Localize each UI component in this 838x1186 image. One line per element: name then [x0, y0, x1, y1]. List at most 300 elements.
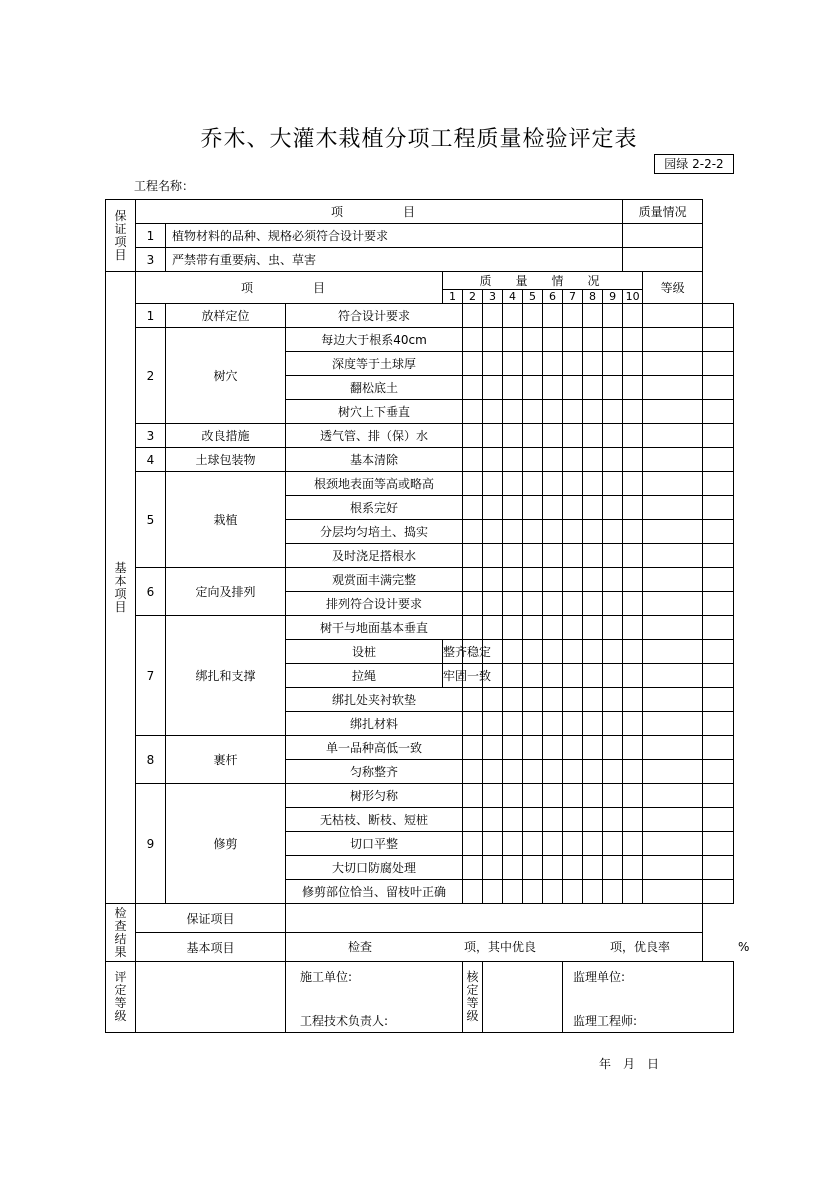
- quality-cell[interactable]: [463, 760, 483, 784]
- quality-cell[interactable]: [603, 520, 623, 544]
- quality-cell[interactable]: [623, 472, 643, 496]
- quality-cell[interactable]: [583, 664, 603, 688]
- quality-cell[interactable]: [463, 472, 483, 496]
- quality-cell[interactable]: [623, 712, 643, 736]
- quality-cell[interactable]: [643, 568, 703, 592]
- quality-cell[interactable]: [583, 424, 603, 448]
- quality-cell[interactable]: [563, 568, 583, 592]
- grade-cell[interactable]: [703, 784, 734, 808]
- quality-cell[interactable]: [503, 544, 523, 568]
- quality-cell[interactable]: [563, 712, 583, 736]
- quality-cell[interactable]: [563, 760, 583, 784]
- quality-cell[interactable]: [623, 688, 643, 712]
- quality-cell[interactable]: [543, 880, 563, 904]
- quality-cell[interactable]: [643, 640, 703, 664]
- quality-cell[interactable]: [523, 544, 543, 568]
- quality-cell[interactable]: [623, 328, 643, 352]
- quality-cell[interactable]: [603, 856, 623, 880]
- quality-cell[interactable]: [483, 880, 503, 904]
- quality-cell[interactable]: [603, 832, 623, 856]
- quality-cell[interactable]: [643, 544, 703, 568]
- quality-cell[interactable]: [483, 856, 503, 880]
- quality-cell[interactable]: [523, 592, 543, 616]
- grade-cell[interactable]: [703, 688, 734, 712]
- quality-cell[interactable]: [463, 328, 483, 352]
- quality-cell[interactable]: [503, 712, 523, 736]
- quality-cell[interactable]: [643, 760, 703, 784]
- quality-cell[interactable]: [503, 688, 523, 712]
- quality-cell[interactable]: [583, 592, 603, 616]
- quality-cell[interactable]: [523, 424, 543, 448]
- quality-cell[interactable]: [483, 352, 503, 376]
- quality-cell[interactable]: [563, 424, 583, 448]
- grade-cell[interactable]: [703, 304, 734, 328]
- quality-cell[interactable]: [463, 496, 483, 520]
- quality-cell[interactable]: [503, 400, 523, 424]
- quality-cell[interactable]: [523, 568, 543, 592]
- quality-cell[interactable]: [563, 664, 583, 688]
- quality-cell[interactable]: [643, 784, 703, 808]
- quality-cell[interactable]: [483, 592, 503, 616]
- quality-cell[interactable]: [583, 448, 603, 472]
- quality-cell[interactable]: [503, 784, 523, 808]
- quality-cell[interactable]: [583, 856, 603, 880]
- quality-cell[interactable]: [623, 616, 643, 640]
- date-label: 年 月 日: [599, 1057, 660, 1071]
- quality-cell[interactable]: [543, 736, 563, 760]
- quality-cell[interactable]: [643, 736, 703, 760]
- quality-cell[interactable]: [523, 712, 543, 736]
- guarantee-quality-cell[interactable]: [623, 248, 703, 272]
- grade-cell[interactable]: [703, 376, 734, 400]
- quality-cell[interactable]: [583, 328, 603, 352]
- quality-cell[interactable]: [463, 880, 483, 904]
- quality-cell[interactable]: [623, 448, 643, 472]
- check-basic-value: [286, 933, 750, 962]
- quality-cell[interactable]: [643, 424, 703, 448]
- quality-cell[interactable]: [523, 352, 543, 376]
- quality-cell[interactable]: [603, 880, 623, 904]
- quality-cell[interactable]: [583, 736, 603, 760]
- quality-cell[interactable]: [483, 832, 503, 856]
- quality-cell[interactable]: [603, 304, 623, 328]
- grade-cell[interactable]: [703, 592, 734, 616]
- grade-cell[interactable]: [703, 496, 734, 520]
- grade-cell[interactable]: [703, 568, 734, 592]
- quality-cell[interactable]: [543, 568, 563, 592]
- group-no: 8: [136, 736, 166, 784]
- quality-cell[interactable]: [543, 616, 563, 640]
- item-rate-label: 项，优良率: [610, 940, 671, 954]
- quality-cell[interactable]: [623, 424, 643, 448]
- item-text: 符合设计要求: [286, 304, 463, 328]
- guarantee-quality-cell[interactable]: [623, 224, 703, 248]
- grade-cell[interactable]: [703, 880, 734, 904]
- quality-cell[interactable]: [583, 544, 603, 568]
- grade-cell[interactable]: [703, 832, 734, 856]
- quality-cell[interactable]: [543, 640, 563, 664]
- quality-cell[interactable]: [643, 616, 703, 640]
- grade-cell[interactable]: [703, 328, 734, 352]
- grade-cell[interactable]: [703, 736, 734, 760]
- quality-cell[interactable]: [483, 688, 503, 712]
- quality-cell[interactable]: [483, 424, 503, 448]
- quality-cell[interactable]: [503, 520, 523, 544]
- quality-cell[interactable]: [543, 400, 563, 424]
- grade-cell[interactable]: [703, 616, 734, 640]
- grade-cell[interactable]: [703, 760, 734, 784]
- quality-cell[interactable]: [543, 448, 563, 472]
- grade-cell[interactable]: [703, 544, 734, 568]
- quality-cell[interactable]: [523, 328, 543, 352]
- quality-cell[interactable]: [583, 808, 603, 832]
- quality-cell[interactable]: [563, 832, 583, 856]
- grade-cell[interactable]: [703, 856, 734, 880]
- verify-blank[interactable]: [483, 962, 563, 1033]
- quality-cell[interactable]: [523, 760, 543, 784]
- item-excellent-label: 项，其中优良: [464, 940, 537, 954]
- grade-cell[interactable]: [703, 472, 734, 496]
- quality-cell[interactable]: [623, 832, 643, 856]
- quality-cell[interactable]: [543, 472, 563, 496]
- quality-cell[interactable]: [643, 328, 703, 352]
- quality-cell[interactable]: [523, 400, 543, 424]
- quality-cell[interactable]: [463, 592, 483, 616]
- quality-cell[interactable]: [583, 496, 603, 520]
- quality-cell[interactable]: [483, 328, 503, 352]
- quality-cell[interactable]: [623, 592, 643, 616]
- quality-cell[interactable]: [603, 400, 623, 424]
- quality-cell[interactable]: [563, 616, 583, 640]
- quality-cell[interactable]: [463, 712, 483, 736]
- quality-cell[interactable]: [643, 352, 703, 376]
- quality-cell[interactable]: [463, 736, 483, 760]
- quality-cell[interactable]: [623, 664, 643, 688]
- quality-cell[interactable]: [503, 856, 523, 880]
- quality-cell[interactable]: [643, 592, 703, 616]
- group-name: 绑扎和支撑: [166, 616, 286, 736]
- quality-cell[interactable]: [643, 376, 703, 400]
- quality-cell[interactable]: [503, 736, 523, 760]
- quality-cell[interactable]: [523, 448, 543, 472]
- quality-cell[interactable]: [543, 304, 563, 328]
- quality-cell[interactable]: [623, 568, 643, 592]
- quality-cell[interactable]: [483, 760, 503, 784]
- quality-cell[interactable]: [463, 520, 483, 544]
- quality-cell[interactable]: [503, 616, 523, 640]
- quality-cell[interactable]: [603, 472, 623, 496]
- quality-cell[interactable]: [643, 472, 703, 496]
- quality-cell[interactable]: [463, 352, 483, 376]
- quality-cell[interactable]: [643, 856, 703, 880]
- quality-cell[interactable]: [603, 496, 623, 520]
- quality-cell[interactable]: [563, 352, 583, 376]
- quality-cell[interactable]: [623, 352, 643, 376]
- grade-cell[interactable]: [703, 424, 734, 448]
- quality-cell[interactable]: [543, 496, 563, 520]
- group-no: 3: [136, 424, 166, 448]
- quality-cell[interactable]: [583, 304, 603, 328]
- grade-cell[interactable]: [703, 448, 734, 472]
- quality-cell[interactable]: [523, 496, 543, 520]
- quality-cell[interactable]: [603, 640, 623, 664]
- quality-cell[interactable]: [523, 856, 543, 880]
- quality-cell[interactable]: [503, 472, 523, 496]
- quality-cell[interactable]: [603, 808, 623, 832]
- quality-cell[interactable]: [563, 376, 583, 400]
- guarantee-header-item: 项 目: [136, 200, 623, 224]
- item-text: 深度等于土球厚: [286, 352, 463, 376]
- supervision-unit-label: 监理单位:: [573, 970, 626, 984]
- quality-cell[interactable]: [583, 616, 603, 640]
- quality-cell[interactable]: [523, 640, 543, 664]
- quality-cell[interactable]: [483, 784, 503, 808]
- grade-cell[interactable]: [703, 712, 734, 736]
- guarantee-section-label: 保证项目: [106, 200, 136, 272]
- item-text: 透气管、排（保）水: [286, 424, 463, 448]
- quality-cell[interactable]: [563, 640, 583, 664]
- quality-cell[interactable]: [603, 688, 623, 712]
- grade-cell[interactable]: [703, 640, 734, 664]
- construction-block: [286, 962, 463, 1033]
- quality-cell[interactable]: [503, 496, 523, 520]
- item-text: 绑扎处夹衬软垫: [286, 688, 463, 712]
- quality-cell[interactable]: [563, 688, 583, 712]
- quality-cell[interactable]: [623, 880, 643, 904]
- quality-cell[interactable]: [523, 688, 543, 712]
- quality-cell[interactable]: [503, 376, 523, 400]
- quality-cell[interactable]: [643, 832, 703, 856]
- quality-cell[interactable]: [603, 352, 623, 376]
- quality-cell[interactable]: [503, 568, 523, 592]
- quality-cell[interactable]: [563, 496, 583, 520]
- quality-cell[interactable]: [503, 880, 523, 904]
- group-name: 定向及排列: [166, 568, 286, 616]
- grade-cell[interactable]: [703, 664, 734, 688]
- quality-cell[interactable]: [563, 304, 583, 328]
- quality-cell[interactable]: [503, 304, 523, 328]
- quality-cell[interactable]: [483, 448, 503, 472]
- quality-cell[interactable]: [543, 520, 563, 544]
- quality-cell[interactable]: [523, 736, 543, 760]
- quality-cell[interactable]: [643, 304, 703, 328]
- quality-cell[interactable]: [503, 760, 523, 784]
- grade-cell[interactable]: [703, 808, 734, 832]
- quality-cell[interactable]: [563, 544, 583, 568]
- quality-cell[interactable]: [603, 736, 623, 760]
- quality-cell[interactable]: [623, 544, 643, 568]
- quality-cell[interactable]: [603, 760, 623, 784]
- quality-cell[interactable]: [463, 424, 483, 448]
- quality-cell[interactable]: [643, 448, 703, 472]
- quality-cell[interactable]: [463, 544, 483, 568]
- quality-cell[interactable]: [583, 352, 603, 376]
- quality-cell[interactable]: [483, 520, 503, 544]
- quality-cell[interactable]: [503, 808, 523, 832]
- quality-cell[interactable]: [543, 544, 563, 568]
- quality-cell[interactable]: [563, 448, 583, 472]
- quality-cell[interactable]: [643, 880, 703, 904]
- quality-cell[interactable]: [543, 424, 563, 448]
- quality-cell[interactable]: [563, 400, 583, 424]
- quality-cell[interactable]: [643, 712, 703, 736]
- group-no: 4: [136, 448, 166, 472]
- quality-cell[interactable]: [563, 520, 583, 544]
- quality-cell[interactable]: [463, 568, 483, 592]
- quality-col-header: 10: [623, 290, 643, 304]
- quality-cell[interactable]: [503, 592, 523, 616]
- quality-cell[interactable]: [623, 808, 643, 832]
- quality-cell[interactable]: [623, 496, 643, 520]
- quality-cell[interactable]: [523, 616, 543, 640]
- quality-cell[interactable]: [523, 472, 543, 496]
- quality-cell[interactable]: [603, 544, 623, 568]
- quality-cell[interactable]: [583, 520, 603, 544]
- quality-cell[interactable]: [603, 424, 623, 448]
- quality-cell[interactable]: [563, 328, 583, 352]
- quality-cell[interactable]: [643, 400, 703, 424]
- quality-cell[interactable]: [623, 520, 643, 544]
- quality-cell[interactable]: [563, 880, 583, 904]
- quality-cell[interactable]: [603, 784, 623, 808]
- quality-cell[interactable]: [483, 568, 503, 592]
- check-guarantee-value[interactable]: [286, 904, 703, 933]
- item-text: 树形匀称: [286, 784, 463, 808]
- quality-cell[interactable]: [523, 880, 543, 904]
- quality-cell[interactable]: [623, 376, 643, 400]
- quality-cell[interactable]: [583, 472, 603, 496]
- quality-cell[interactable]: [583, 832, 603, 856]
- quality-cell[interactable]: [603, 592, 623, 616]
- quality-cell[interactable]: [543, 808, 563, 832]
- quality-cell[interactable]: [463, 376, 483, 400]
- quality-cell[interactable]: [523, 520, 543, 544]
- quality-cell[interactable]: [603, 328, 623, 352]
- quality-cell[interactable]: [603, 616, 623, 640]
- quality-cell[interactable]: [463, 832, 483, 856]
- quality-cell[interactable]: [543, 328, 563, 352]
- quality-cell[interactable]: [483, 808, 503, 832]
- quality-cell[interactable]: [523, 304, 543, 328]
- grade-cell[interactable]: [703, 352, 734, 376]
- quality-cell[interactable]: [463, 688, 483, 712]
- quality-cell[interactable]: [543, 592, 563, 616]
- quality-cell[interactable]: [543, 376, 563, 400]
- quality-cell[interactable]: [503, 448, 523, 472]
- quality-cell[interactable]: [643, 664, 703, 688]
- quality-cell[interactable]: [483, 400, 503, 424]
- quality-cell[interactable]: [543, 352, 563, 376]
- quality-cell[interactable]: [583, 784, 603, 808]
- quality-cell[interactable]: [503, 664, 523, 688]
- quality-cell[interactable]: [523, 808, 543, 832]
- quality-cell[interactable]: [603, 712, 623, 736]
- quality-col-header: 5: [523, 290, 543, 304]
- quality-cell[interactable]: [463, 304, 483, 328]
- quality-cell[interactable]: [523, 664, 543, 688]
- quality-cell[interactable]: [503, 832, 523, 856]
- quality-cell[interactable]: [623, 640, 643, 664]
- quality-cell[interactable]: [463, 616, 483, 640]
- grade-cell[interactable]: [703, 400, 734, 424]
- quality-cell[interactable]: [583, 376, 603, 400]
- quality-cell[interactable]: [483, 712, 503, 736]
- quality-cell[interactable]: [583, 688, 603, 712]
- quality-cell[interactable]: [563, 592, 583, 616]
- quality-cell[interactable]: [483, 544, 503, 568]
- item-text: 根系完好: [286, 496, 463, 520]
- quality-cell[interactable]: [543, 688, 563, 712]
- quality-cell[interactable]: [603, 448, 623, 472]
- quality-cell[interactable]: [583, 400, 603, 424]
- quality-cell[interactable]: [483, 376, 503, 400]
- quality-cell[interactable]: [603, 568, 623, 592]
- quality-cell[interactable]: [483, 496, 503, 520]
- quality-cell[interactable]: [583, 640, 603, 664]
- quality-cell[interactable]: [543, 664, 563, 688]
- quality-cell[interactable]: [563, 856, 583, 880]
- quality-cell[interactable]: [543, 856, 563, 880]
- quality-cell[interactable]: [623, 856, 643, 880]
- quality-cell[interactable]: [583, 712, 603, 736]
- quality-cell[interactable]: [603, 376, 623, 400]
- item-text: 切口平整: [286, 832, 463, 856]
- quality-cell[interactable]: [463, 808, 483, 832]
- quality-cell[interactable]: [583, 880, 603, 904]
- quality-cell[interactable]: [503, 424, 523, 448]
- item-text: 单一品种高低一致: [286, 736, 463, 760]
- rating-blank[interactable]: [136, 962, 286, 1033]
- quality-cell[interactable]: [563, 784, 583, 808]
- quality-cell[interactable]: [463, 784, 483, 808]
- quality-cell[interactable]: [623, 304, 643, 328]
- quality-cell[interactable]: [543, 760, 563, 784]
- quality-cell[interactable]: [483, 736, 503, 760]
- quality-cell[interactable]: [643, 808, 703, 832]
- quality-cell[interactable]: [483, 616, 503, 640]
- quality-cell[interactable]: [563, 472, 583, 496]
- grade-cell[interactable]: [703, 520, 734, 544]
- quality-cell[interactable]: [503, 352, 523, 376]
- quality-cell[interactable]: [523, 832, 543, 856]
- quality-cell[interactable]: [623, 400, 643, 424]
- quality-cell[interactable]: [623, 784, 643, 808]
- quality-cell[interactable]: [523, 784, 543, 808]
- quality-cell[interactable]: [643, 688, 703, 712]
- quality-cell[interactable]: [583, 568, 603, 592]
- quality-cell[interactable]: [543, 712, 563, 736]
- quality-cell[interactable]: [563, 736, 583, 760]
- quality-cell[interactable]: [463, 448, 483, 472]
- quality-cell[interactable]: [463, 400, 483, 424]
- quality-cell[interactable]: [503, 640, 523, 664]
- quality-cell[interactable]: [643, 520, 703, 544]
- quality-cell[interactable]: [483, 472, 503, 496]
- quality-col-header: 8: [583, 290, 603, 304]
- quality-cell[interactable]: [463, 856, 483, 880]
- quality-cell[interactable]: [603, 664, 623, 688]
- quality-cell[interactable]: [623, 760, 643, 784]
- quality-cell[interactable]: [623, 736, 643, 760]
- quality-cell[interactable]: [503, 328, 523, 352]
- quality-cell[interactable]: [583, 760, 603, 784]
- quality-cell[interactable]: [643, 496, 703, 520]
- quality-cell[interactable]: [543, 784, 563, 808]
- quality-cell[interactable]: [483, 304, 503, 328]
- quality-cell[interactable]: [523, 376, 543, 400]
- quality-cell[interactable]: [543, 832, 563, 856]
- quality-cell[interactable]: [563, 808, 583, 832]
